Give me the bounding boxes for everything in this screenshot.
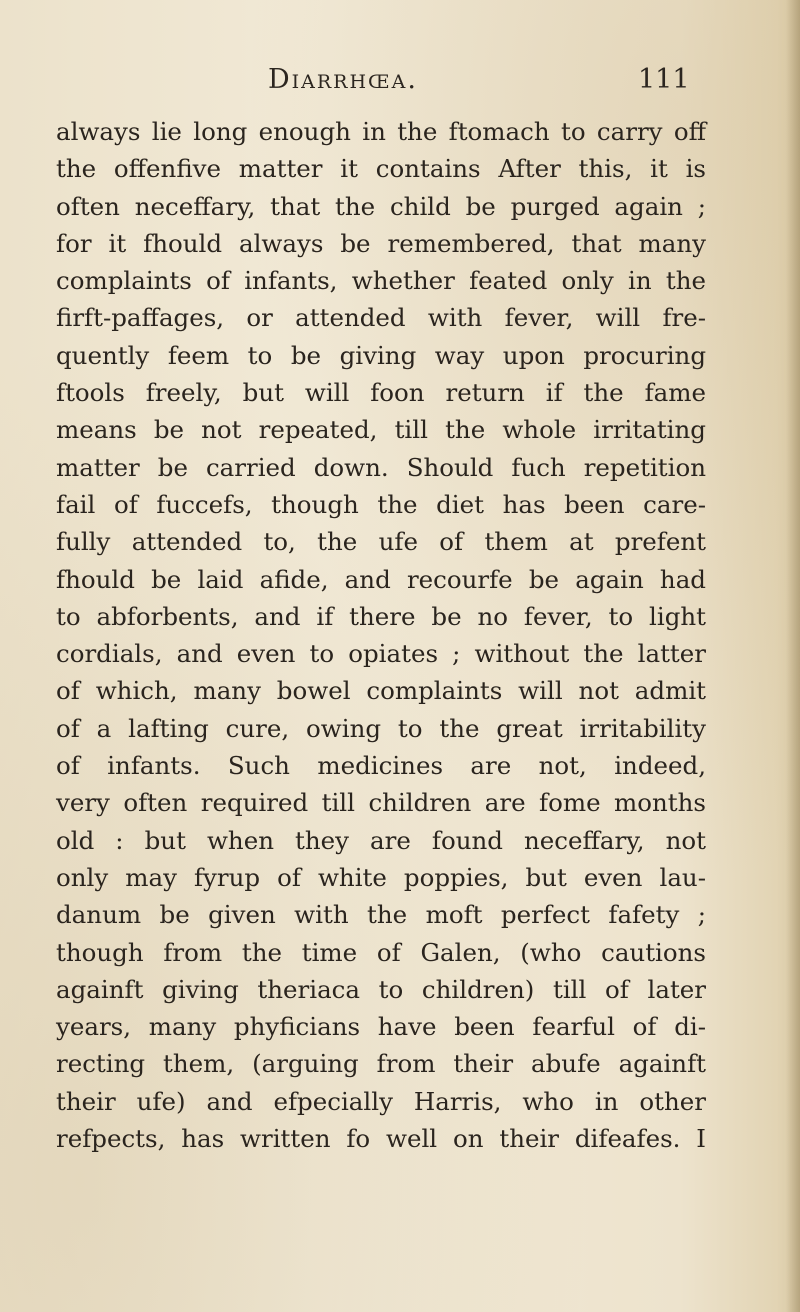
text-line: fhould be laid afide, and recourfe be again had: [56, 564, 706, 594]
page-edge-shadow: [786, 0, 800, 1312]
text-line: of a lafting cure, owing to the great irritability: [56, 713, 706, 743]
text-line: complaints of infants, whether feated only in the: [56, 266, 706, 296]
text-line: to abforbents, and if there be no fever, to light: [56, 601, 706, 631]
text-line: againft giving theriaca to children) till of later: [56, 974, 706, 1004]
text-line: matter be carried down. Should fuch repetition: [56, 452, 706, 482]
text-line: for it fhould always be remembered, that many: [56, 228, 706, 258]
body-text: [56, 113, 706, 1157]
text-line: years, many phyficians have been fearful of di-: [56, 1012, 706, 1042]
text-line: old : but when they are found neceffary, not: [56, 825, 706, 855]
text-line: fully attended to, the ufe of them at prefent: [56, 527, 706, 557]
text-line: fail of fuccefs, though the diet has been care-: [56, 489, 706, 519]
page-header: [0, 64, 800, 104]
text-line: ftools freely, but will foon return if the fame: [56, 378, 706, 408]
text-line: very often required till children are fome months: [56, 788, 706, 818]
text-line: the offenfive matter it contains After this, it is: [56, 154, 706, 184]
text-line: always lie long enough in the ftomach to carry off: [56, 117, 706, 146]
text-line: of infants. Such medicines are not, indeed,: [56, 751, 706, 781]
page-number: 111: [638, 64, 690, 95]
text-line: of which, many bowel complaints will not admit: [56, 676, 706, 706]
text-line: though from the time of Galen, (who cautions: [56, 937, 706, 967]
text-line: often neceffary, that the child be purged again ;: [56, 191, 706, 221]
text-line: only may fyrup of white poppies, but even lau-: [56, 862, 706, 892]
text-line: refpects, has written fo well on their difeafes. I: [56, 1124, 706, 1154]
text-line: recting them, (arguing from their abufe againft: [56, 1049, 706, 1079]
running-head: Diarrhœa.: [268, 64, 418, 95]
text-line: means be not repeated, till the whole irritating: [56, 415, 706, 445]
text-line: their ufe) and efpecially Harris, who in other: [56, 1086, 706, 1116]
text-line: cordials, and even to opiates ; without the latter: [56, 639, 706, 669]
text-line: danum be given with the moft perfect fafety ;: [56, 900, 706, 930]
text-line: quently feem to be giving way upon procuring: [56, 340, 706, 370]
text-line: firft-paffages, or attended with fever, will fre-: [56, 303, 706, 333]
